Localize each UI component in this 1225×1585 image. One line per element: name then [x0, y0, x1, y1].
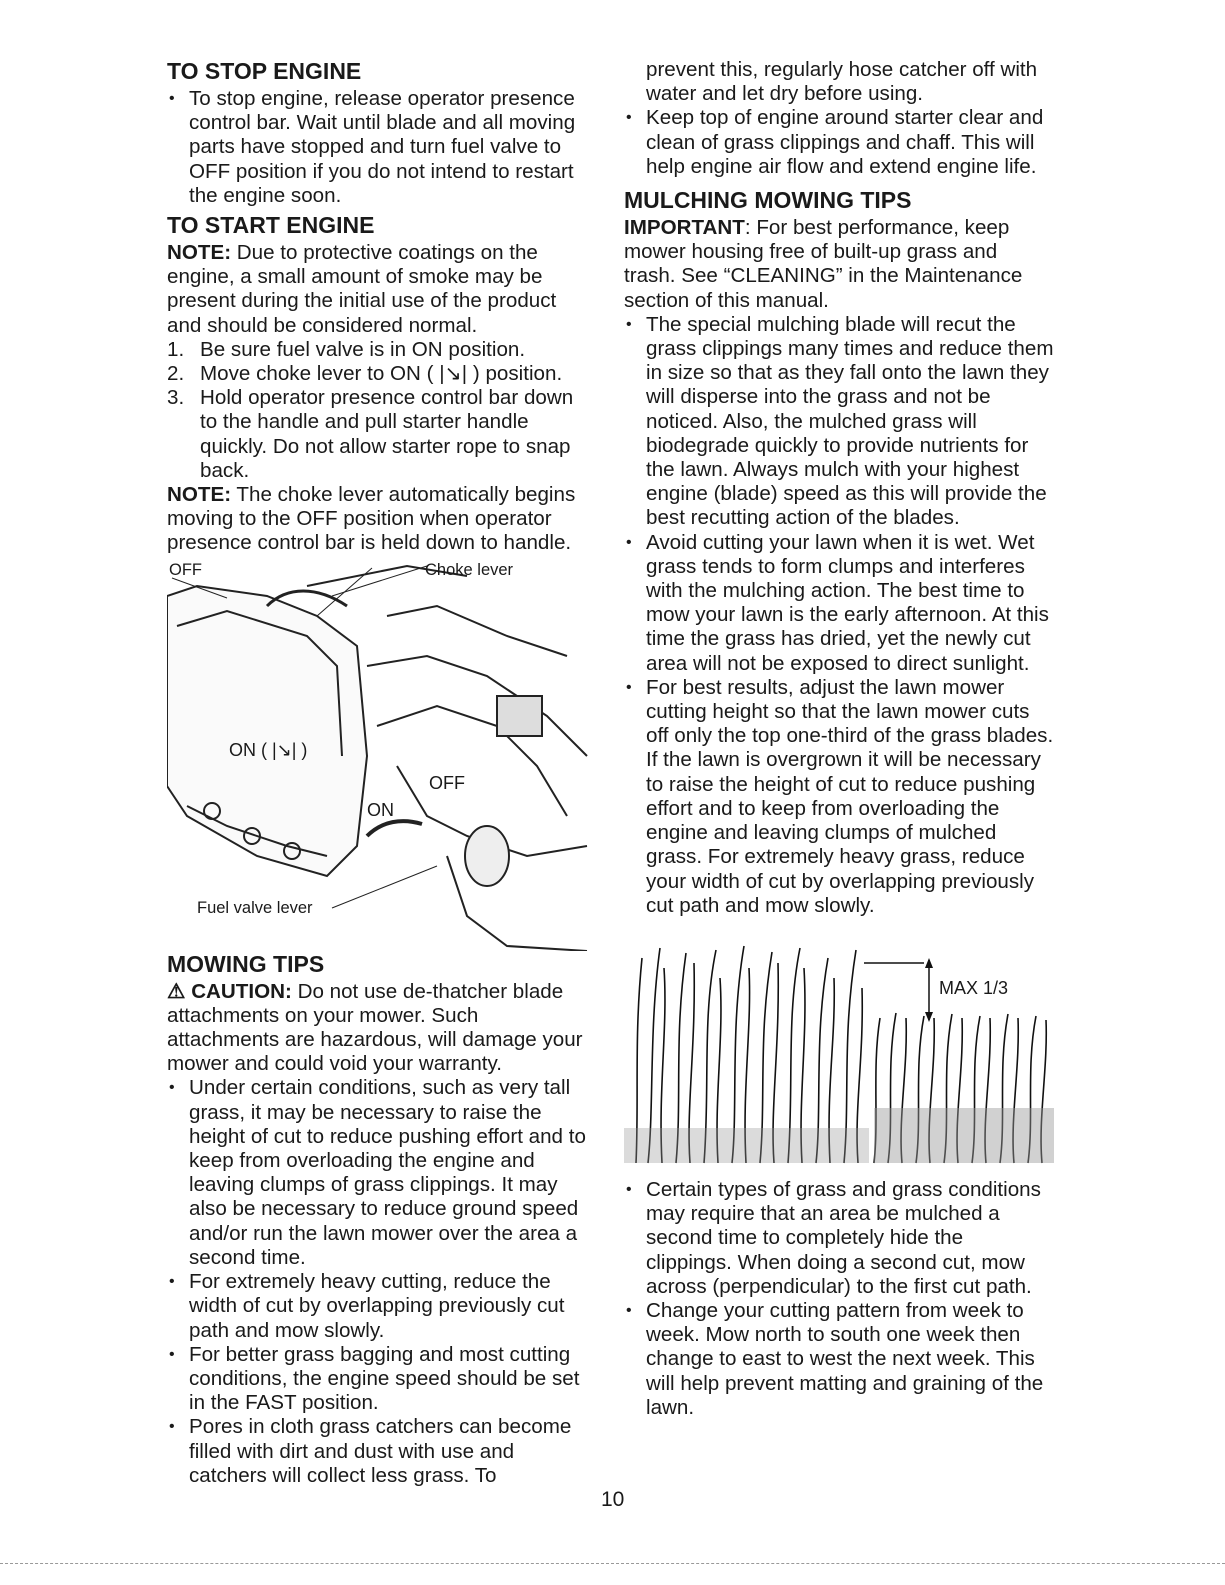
grass-figure — [624, 938, 1054, 1168]
mow-bullet-3: • For better grass bagging and most cutting conditions, the engine speed should be set in the FAST position. — [167, 1343, 595, 1416]
max-one-third-label: MAX 1/3 — [939, 977, 1009, 998]
page-bottom-rule — [0, 1563, 1225, 1564]
end-bullet-1: • Certain types of grass and grass conditions may require that an area be mulched a second time to completely hide the clippings. When doing a second cut, mow across (perpendicular) to the first cut path. — [624, 1178, 1054, 1299]
continued-text: prevent this, regularly hose catcher off with water and let dry before using. — [646, 58, 1038, 106]
grass-illustration — [624, 938, 1054, 1168]
label-off-top: OFF — [169, 560, 202, 579]
label-on-choke: ON ( |↘| ) — [229, 739, 308, 760]
left-column — [167, 58, 595, 1488]
step-2: 2. Move choke lever to ON ( |↘| ) position. — [167, 362, 563, 386]
step-1: 1. Be sure fuel valve is in ON position. — [167, 337, 526, 361]
mulching-heading: MULCHING MOWING TIPS — [624, 187, 912, 214]
stop-engine-bullet: • To stop engine, release operator presence control bar. Wait until blade and all moving parts have stopped and turn fuel valve to OFF position if you do not intend to restart the engine soon. — [167, 87, 595, 208]
end-bullet-2: • Change your cutting pattern from week to week. Mow north to south one week then change to east to west the next week. This will help prevent matting and graining of the lawn. — [624, 1299, 1054, 1420]
stop-engine-heading: TO STOP ENGINE — [167, 58, 362, 84]
choke-note: NOTE: The choke lever automatically begins moving to the OFF position when operator presence control bar is held down to handle. — [167, 483, 576, 555]
important-text: IMPORTANT: For best performance, keep mower housing free of built-up grass and trash. See “CLEANING” in the Maintenance section of this manual. — [624, 216, 1023, 312]
engine-top-bullet: • Keep top of engine around starter clear and clean of grass clippings and chaff. This will help engine air flow and extend engine life. — [624, 106, 1054, 179]
warning-icon: ⚠ — [167, 979, 192, 1003]
mowing-tips-heading: MOWING TIPS — [167, 950, 325, 977]
start-engine-heading: TO START ENGINE — [167, 212, 375, 239]
step-3: 3. Hold operator presence control bar down to the handle and pull starter handle quickly. Do not allow starter rope to snap back. — [167, 386, 574, 482]
label-on-fuel: ON — [367, 799, 394, 820]
mulch-bullet-3: • For best results, adjust the lawn mower cutting height so that the lawn mower cuts off only the top one-third of the grass blades. If the lawn is overgrown it will be necessary to raise the height of cut to reduce pushing effort and to keep from overloading the engine and leaving clumps of mulched grass. For extremely heavy grass, reduce your width of cut by overlapping previously cut path and mow slowly. — [624, 676, 1054, 918]
mulch-bullet-1: • The special mulching blade will recut the grass clippings many times and reduce them in size so that as they fall onto the lawn they will disperse into the grass and not be noticed. Also, the mulched grass will biodegrade quickly to provide nutrients for the lawn. Always mulch with your highest engine (blade) speed as this will provide the best recutting action of the blades. — [624, 313, 1054, 531]
label-choke-lever: Choke lever — [425, 560, 514, 579]
right-column — [624, 58, 1054, 1420]
mow-bullet-1: • Under certain conditions, such as very tall grass, it may be necessary to raise the height of cut to reduce pushing effort and to keep from overloading the engine and leaving clumps of grass clippings. It may also be necessary to reduce ground speed and/or run the lawn mower over the area a second time. — [167, 1076, 595, 1270]
page-number: 10 — [601, 1488, 625, 1511]
mow-bullet-4: • Pores in cloth grass catchers can become filled with dirt and dust with use and catchers will collect less grass. To — [167, 1415, 595, 1488]
label-off-fuel: OFF — [429, 772, 465, 793]
mow-bullet-2: • For extremely heavy cutting, reduce the width of cut by overlapping previously cut path and mow slowly. — [167, 1270, 595, 1343]
label-fuel-valve-lever: Fuel valve lever — [197, 898, 313, 917]
caution-text: ⚠ CAUTION: Do not use de-thatcher blade attachments on your mower. Such attachments are hazardous, will damage your mower and could void your warranty. — [167, 979, 583, 1076]
start-note: NOTE: Due to protective coatings on the engine, a small amount of smoke may be present during the initial use of the product and should be considered normal. — [167, 241, 557, 337]
engine-figure — [167, 556, 595, 951]
mulch-bullet-2: • Avoid cutting your lawn when it is wet. Wet grass tends to form clumps and interferes with the mulching action. The best time to mow your lawn is the early afternoon. At this time the grass has dried, yet the newly cut area will not be exposed to direct sunlight. — [624, 531, 1054, 676]
